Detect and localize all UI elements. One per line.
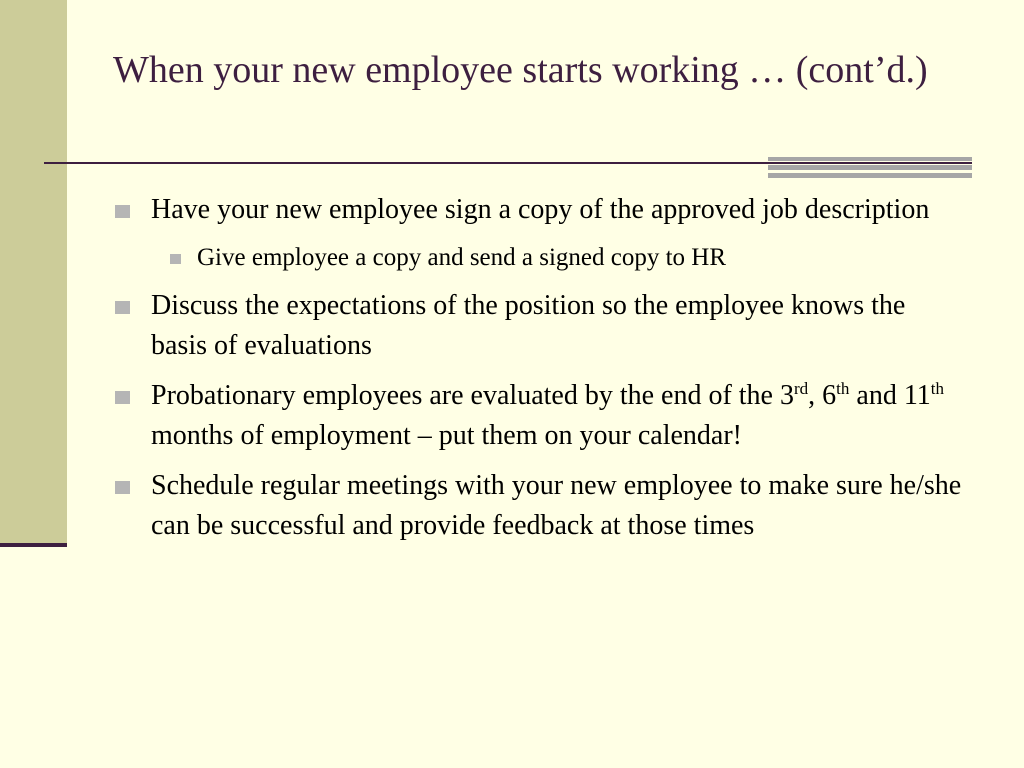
bullet-text-part: Probationary employees are evaluated by the end of the 3 [151,379,794,411]
bullet-text-part: and 11 [849,379,931,411]
bullet-text: Schedule regular meetings with your new employee to make sure he/she can be successful and provide feedback at those times [151,469,962,541]
sub-bullet-item [113,240,963,276]
accent-bar-bottom [768,173,972,178]
bullet-item [113,376,963,457]
slide-body [113,190,963,556]
bullet-text: Have your new employee sign a copy of the approved job description [151,194,930,225]
ordinal-suffix: th [930,378,945,398]
left-side-bar [0,0,67,545]
bullet-text-part: months of employment – put them on your calendar! [151,420,742,451]
bullet-item [113,466,963,547]
square-bullet-icon [115,391,130,404]
sub-bullet-text: Give employee a copy and send a signed copy to HR [197,243,727,271]
bullet-text [151,380,944,452]
ordinal-suffix: th [836,378,850,398]
title-rule [44,162,972,164]
bullet-text: Discuss the expectations of the position so the employee knows the basis of evaluations [151,289,906,361]
square-bullet-icon [115,205,130,218]
square-bullet-icon [115,481,130,494]
bullet-item [113,286,963,367]
slide-title: When your new employee starts working … (cont’d.) [113,49,928,91]
ordinal-suffix: rd [794,378,809,398]
accent-bar-middle [768,165,972,170]
bullet-text-part: , 6 [808,379,837,411]
accent-bar-top [768,157,972,161]
square-bullet-icon [115,301,130,314]
side-bar-rule [0,543,67,547]
square-bullet-icon [170,254,181,264]
bullet-item [113,190,963,231]
